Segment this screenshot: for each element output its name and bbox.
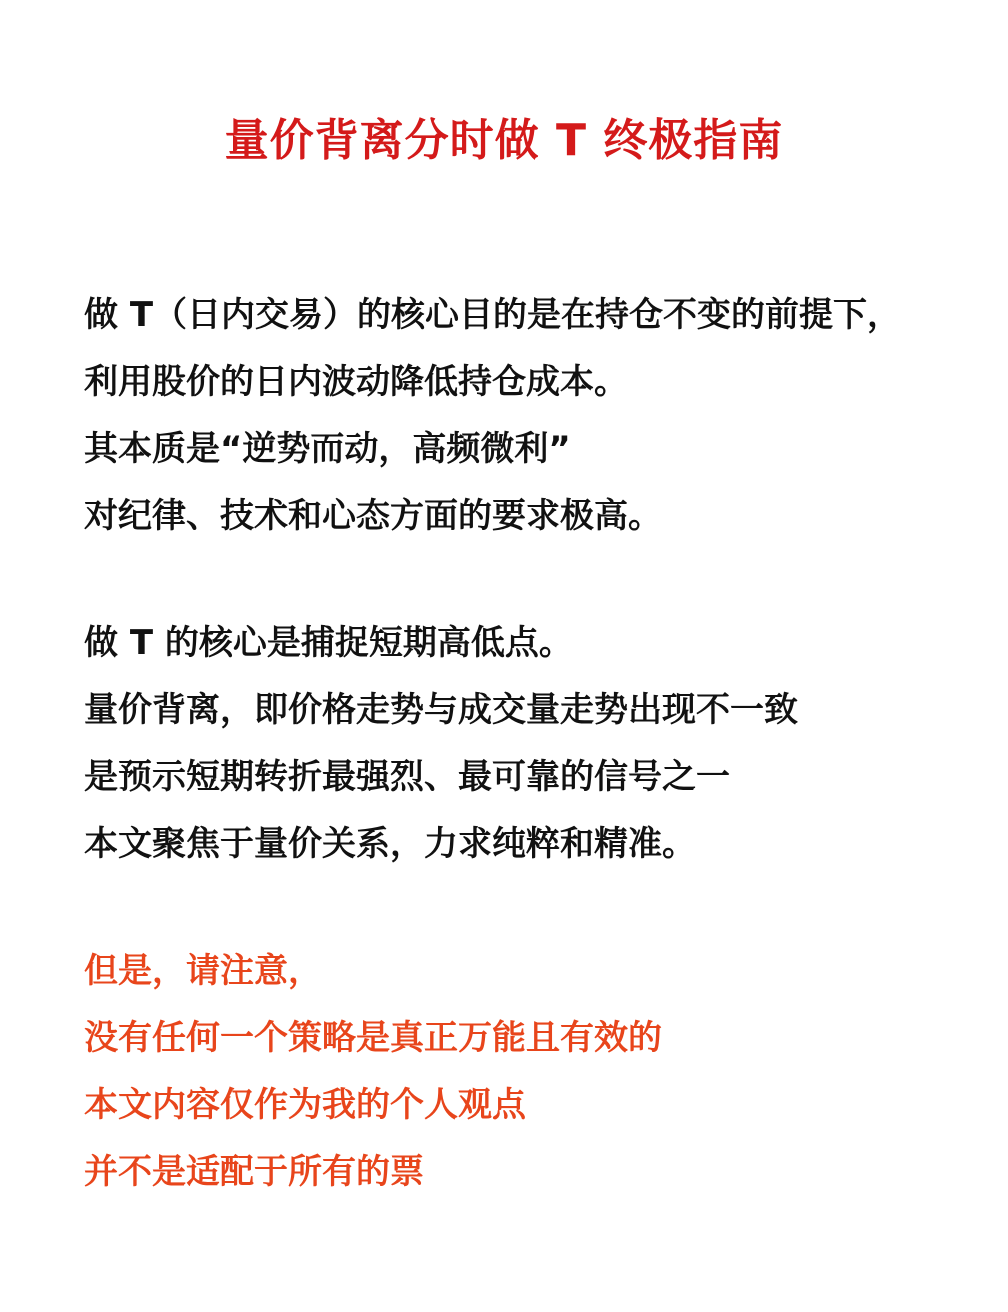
- warning-line-3: 本文内容仅作为我的个人观点: [84, 1085, 526, 1125]
- intro-line-4: 对纪律、技术和心态方面的要求极高。: [84, 496, 662, 536]
- intro-line-2: 利用股价的日内波动降低持仓成本。: [84, 362, 628, 402]
- intro-paragraph: [84, 290, 994, 558]
- intro-line-1: 做 T（日内交易）的核心目的是在持仓不变的前提下，: [84, 295, 902, 335]
- warning-line-2: 没有任何一个策略是真正万能且有效的: [84, 1018, 662, 1058]
- warning-paragraph: [84, 946, 994, 1214]
- core-line-2: 量价背离，即价格走势与成交量走势出现不一致: [84, 690, 798, 730]
- warning-line-4: 并不是适配于所有的票: [84, 1152, 424, 1192]
- core-paragraph: [84, 618, 994, 886]
- intro-line-3: 其本质是“逆势而动，高频微利”: [84, 429, 571, 469]
- core-line-1: 做 T 的核心是捕捉短期高低点。: [84, 623, 573, 663]
- warning-line-1: 但是，请注意，: [84, 951, 322, 991]
- core-line-3: 是预示短期转折最强烈、最可靠的信号之一: [84, 757, 730, 797]
- core-line-4: 本文聚焦于量价关系，力求纯粹和精准。: [84, 824, 696, 864]
- page-title: 量价背离分时做 T 终极指南: [224, 115, 784, 166]
